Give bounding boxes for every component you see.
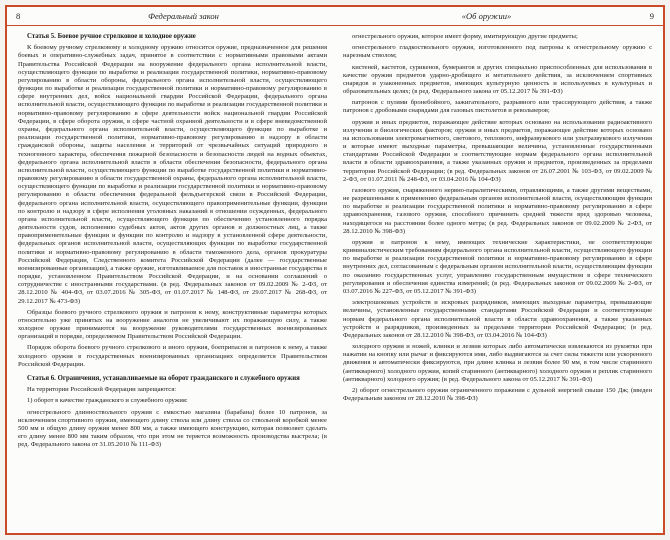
article-6-paragraph: огнестрельного длинноствольного оружия с емкостью магазина (барабана) более 10 патронов, за исключением спортивного оружия, имеющего длину ствола или длину ствола со ствольной коробкой менее 500 мм и общую длину оружия менее 800 мм, а также имеющего конструкцию, которая позволяет сделать его длину менее 800 мм таким образом, что при этом не теряется возможность производства выстрела; (в ред. Федерального закона от 31.05.2010 № 111-ФЗ) [18,408,327,449]
article-5-heading: Статья 5. Боевое ручное стрелковое и холодное оружие [27,33,196,40]
two-page-content [7,26,663,533]
article-6-paragraph: патронов с пулями бронебойного, зажигательного, разрывного или трассирующего действия, а также патронов с дробовыми снарядами для газовых пистолетов и револьверов; [343,99,652,115]
article-6-paragraph: огнестрельного оружия, которое имеет форму, имитирующую другие предметы; [352,33,578,40]
left-page-column [18,33,327,525]
article-6-paragraph: электрошоковых устройств и искровых разрядников, имеющих выходные параметры, превышающие величины, установленные государственными стандартами Российской Федерации и соответствующие нормам федерального органа исполнительной власти в области здравоохранения, а также указанных устройств и разрядников, произведенных за пределами территории Российской Федерации; (в ред. Федеральных законов от 28.12.2010 № 398-ФЗ, от 03.04.2016 № 104-ФЗ) [343,299,652,339]
article-5-paragraph: Порядок оборота боевого ручного стрелкового и иного оружия, боеприпасов и патронов к нему, а также холодного оружия в государственных военизированных организациях определяется Правительством Российской Федерации. [18,344,327,368]
article-6-paragraph: огнестрельного гладкоствольного оружия, изготовленного под патроны к огнестрельному оружию с нарезным стволом; [343,44,652,60]
article-6-paragraph: 2) оборот огнестрельного оружия ограниченного поражения с дульной энергией свыше 150 Дж; (введен Федеральным законом от 28.12.2010 № 398-ФЗ) [343,386,652,403]
running-title-left: Федеральный закон [148,11,219,21]
running-title-right: «Об оружии» [461,11,512,21]
article-6-paragraph: холодного оружия и ножей, клинки и лезвия которых либо автоматически извлекаются из рукоятки при нажатии на кнопку или рычаг и фиксируются ими, либо выдвигаются за счет силы тяжести или ускоренного движения и автоматически фиксируются, при длине клинка и лезвия более 90 мм, в том числе старинного (антикварного) холодного оружия, копий старинного (антикварного) холодного оружия и реплик старинного (антикварного) холодного оружия; (в ред. Федерального закона от 05.12.2017 № 391-ФЗ) [343,343,652,383]
article-6-heading: Статья 6. Ограничения, устанавливаемые на оборот гражданского и служебного оружия [27,374,300,382]
article-6-paragraph: 1) оборот в качестве гражданского и служебного оружия: [27,397,188,405]
article-6-paragraph: кистеней, кастетов, сурикенов, бумерангов и других специально приспособленных для использования в качестве оружия предметов ударно-дробящего и метательного действия, за исключением спортивных снарядов и узаконенных предметов, имеющих культурную ценность и используемых в культурных и образовательных целях; (в ред. Федерального закона от 05.12.2017 № 391-ФЗ) [343,63,652,96]
article-6-paragraph: газового оружия, снаряженного нервно-паралитическими, отравляющими, а также другими веществами, не разрешенными к применению федеральным органом исполнительной власти, осуществляющим функции по выработке и реализации государственной политики и нормативно-правовому регулированию в сфере здравоохранения, газового оружия, способного причинить средней тяжести вред здоровью человека, находящегося на расстоянии более одного метра; (в ред. Федеральных законов от 09.02.2009 № 2-ФЗ, от 28.12.2010 № 398-ФЗ) [343,186,652,235]
article-6-paragraph: На территории Российской Федерации запрещаются: [27,386,177,394]
right-page-column [343,33,652,525]
page-spread [5,5,665,535]
article-5-paragraph: К боевому ручному стрелковому и холодному оружию относится оружие, предназначенное для решения боевых и оперативно-служебных задач, принятое в соответствии с нормативными правовыми актами Правительства Российской Федерации на вооружение федерального органа исполнительной власти, осуществляющего функции по выработке и реализации государственной политики, нормативно-правовому регулированию в области обороны, федерального органа исполнительной власти, осуществляющего функции по выработке и реализации государственной политики и нормативно-правовому регулированию в сфере внутренних дел, войск национальной гвардии Российской Федерации, федерального органа исполнительной власти, осуществляющего функции по выработке и реализации государственной политики и нормативно-правовому регулированию в сфере деятельности войск национальной гвардии Российской Федерации, в сфере оборота оружия, в сфере частной охранной деятельности и в сфере вневедомственной охраны, федерального органа исполнительной власти, осуществляющего функции по выработке и реализации государственной политики, нормативно-правовому регулированию и надзору в области гражданской обороны, защиты населения и территорий от чрезвычайных ситуаций природного и техногенного характера, обеспечения пожарной безопасности и безопасности людей на водных объектах, федерального органа исполнительной власти в области обеспечения безопасности, федерального органа исполнительной власти, осуществляющего функции по выработке государственной политики и нормативно-правовому регулированию в области государственной охраны, федерального органа исполнительной власти, осуществляющего функции по выработке и реализации государственной политики и нормативно-правовому регулированию в области обеспечения федеральной фельдъегерской связи в Российской Федерации, федерального органа исполнительной власти, осуществляющего правоприменительные функции, функции по контролю и надзору в сфере исполнения уголовных наказаний в отношении осужденных, федерального органа исполнительной власти, осуществляющего функции по обеспечению установленного порядка деятельности судов, исполнению судебных актов, актов других органов и должностных лиц, а также правоприменительные функции и функции по контролю и надзору в установленной сфере деятельности, федеральных органов исполнительной власти, осуществляющих функции по выработке государственной политики и нормативно-правовому регулированию в области таможенного дела, органов прокуратуры Российской Федерации, Следственного комитета Российской Федерации (далее — государственные военизированные организации), а также оружие, изготавливаемое для поставок в иностранные государства в порядке, установленном Правительством Российской Федерации, и на основании соглашений о сотрудничестве с иностранными государствами. (в ред. Федеральных законов от 09.02.2009 № 2-ФЗ, от 28.12.2010 № 404-ФЗ, от 03.07.2016 № 305-ФЗ, от 01.07.2017 № 148-ФЗ, от 29.07.2017 № 268-ФЗ, от 29.12.2017 № 473-ФЗ) [18,44,327,305]
article-6-paragraph: оружия и патронов к нему, имеющих технические характеристики, не соответствующие криминалистическим требованиям федерального органа исполнительной власти, осуществляющего функции по выработке и реализации государственной политики и нормативно-правовому регулированию в сфере внутренних дел, согласованным с федеральным органом исполнительной власти, осуществляющим функции по оказанию государственных услуг, управлению государственным имуществом в сфере технического регулирования и обеспечения единства измерений; (в ред. Федеральных законов от 09.02.2009 № 2-ФЗ, от 03.07.2016 № 227-ФЗ, от 05.12.2017 № 391-ФЗ) [343,238,652,295]
page-number-left: 8 [16,11,21,21]
article-6-paragraph: оружия и иных предметов, поражающее действие которых основано на использовании радиоактивного излучения и биологических факторов; оружия и иных предметов, поражающее действие которых основано на использовании электромагнитного, светового, теплового, инфразвукового или ультразвукового излучения и которые имеют выходные параметры, превышающие величины, установленные государственными стандартами Российской Федерации и соответствующие нормам федерального органа исполнительной власти в области здравоохранения, а также указанных оружия и предметов, произведенных за пределами территории Российской Федерации; (в ред. Федеральных законов от 26.07.2001 № 103-ФЗ, от 09.02.2009 № 2-ФЗ, от 01.07.2011 № 248-ФЗ, от 03.04.2016 № 104-ФЗ) [343,118,652,183]
article-5-paragraph: Образцы боевого ручного стрелкового оружия и патронов к нему, конструктивные параметры которых относительно уже принятых на вооружение аналогов не увеличивают их поражающую силу, а также холодное оружие принимаются на вооружение руководителями государственных военизированных организаций в порядке, определяемом Правительством Российской Федерации. [18,308,327,341]
running-header [7,7,663,26]
page-number-right: 9 [649,11,654,21]
